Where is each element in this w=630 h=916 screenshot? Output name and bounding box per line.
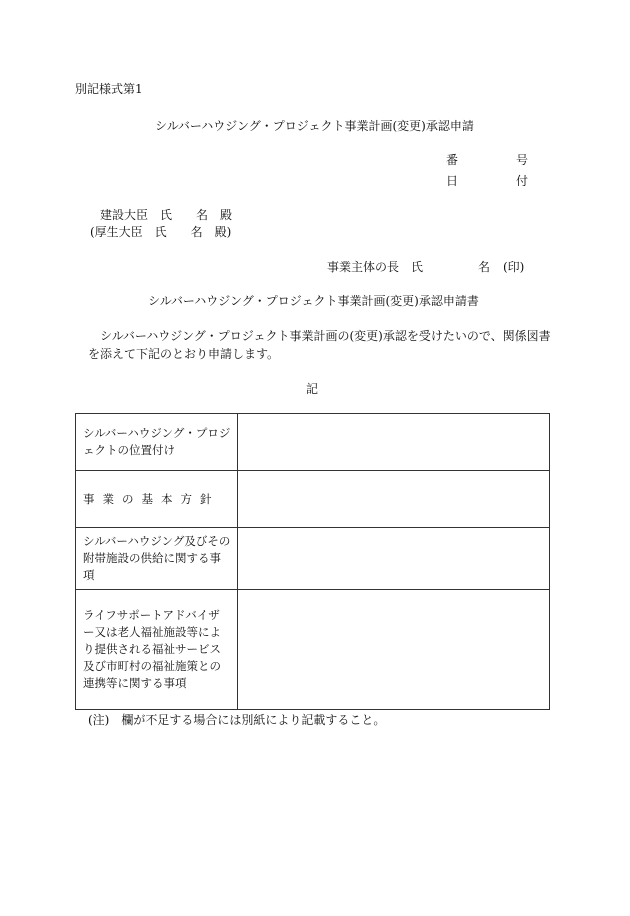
- table-row: [76, 471, 550, 528]
- applicant-label: 事業主体の長 氏: [327, 260, 424, 274]
- table-row: [76, 414, 550, 471]
- number-label-2: 号: [516, 153, 529, 167]
- body-text-line-2: を添えて下記のとおり申請します。: [88, 347, 280, 361]
- document-title: シルバーハウジング・プロジェクト事業計画(変更)承認申請書: [148, 294, 479, 308]
- date-label-2: 付: [516, 174, 529, 188]
- application-table: [75, 413, 550, 710]
- body-text-line-1: シルバーハウジング・プロジェクト事業計画の(変更)承認を受けたいので、関係図書: [100, 329, 551, 343]
- row-label-welfare-services: ライフサポートアドバイザー又は老人福祉施設等により提供される福祉サービス及び市町村の福祉施策との連携等に関する事項: [76, 590, 238, 710]
- row-value-basic-policy[interactable]: [238, 471, 550, 528]
- footnote: (注) 欄が不足する場合には別紙により記載すること。: [88, 713, 386, 727]
- row-label-housing-supply: シルバーハウジング及びその附帯施設の供給に関する事項: [76, 528, 238, 590]
- ki-heading: 記: [306, 382, 319, 396]
- table-row: [76, 528, 550, 590]
- seal-label: (印): [503, 260, 525, 274]
- applicant-name-label: 名: [478, 260, 491, 274]
- row-label-positioning: シルバーハウジング・プロジェクトの位置付け: [76, 414, 238, 471]
- table-row: [76, 590, 550, 710]
- addressee-minister-welfare: (厚生大臣 氏 名 殿): [90, 225, 232, 239]
- row-value-positioning[interactable]: [238, 414, 550, 471]
- row-value-housing-supply[interactable]: [238, 528, 550, 590]
- form-title: シルバーハウジング・プロジェクト事業計画(変更)承認申請: [155, 119, 474, 133]
- row-label-basic-policy: 事業の基本方針: [76, 471, 238, 528]
- form-number: 別記様式第1: [75, 82, 143, 96]
- addressee-minister-construction: 建設大臣 氏 名 殿: [100, 208, 233, 222]
- number-label-1: 番: [446, 153, 459, 167]
- row-value-welfare-services[interactable]: [238, 590, 550, 710]
- date-label-1: 日: [446, 174, 459, 188]
